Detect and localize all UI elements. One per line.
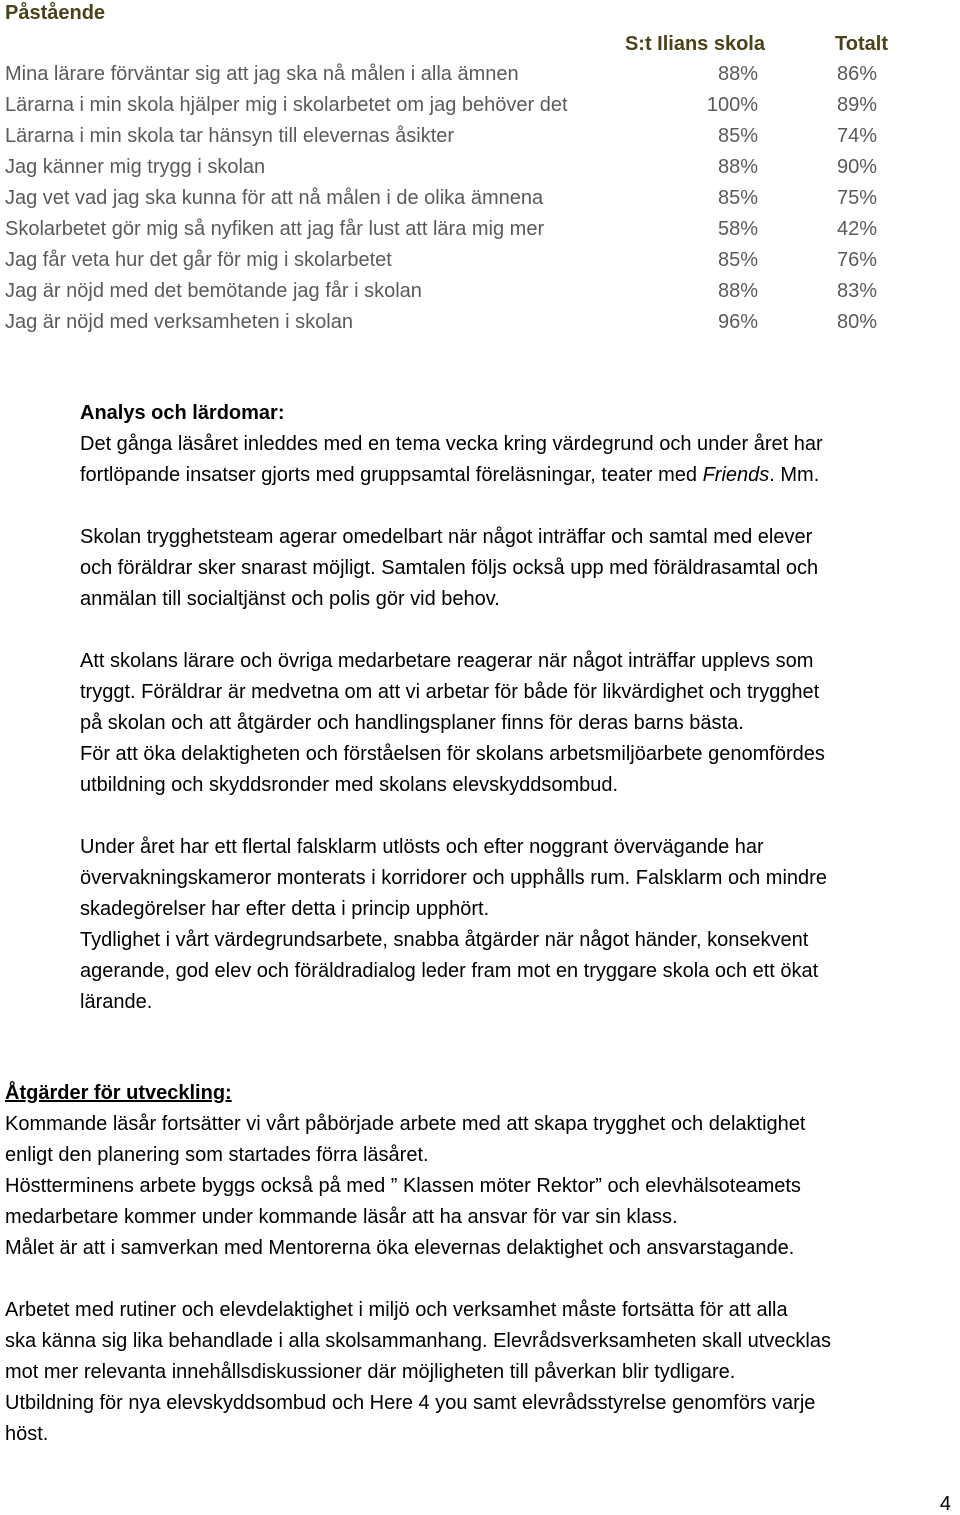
statement: Jag känner mig trygg i skolan bbox=[5, 156, 266, 178]
statement: Skolarbetet gör mig så nyfiken att jag får lust att lära mig mer bbox=[5, 218, 545, 240]
actions-text-line: medarbetare kommer under kommande läsår att ha ansvar för var sin klass. bbox=[5, 1206, 678, 1228]
actions-text-line: ska känna sig lika behandlade i alla skolsammanhang. Elevrådsverksamheten skall utvecklas bbox=[5, 1330, 831, 1352]
actions-text-line: enligt den planering som startades förra läsåret. bbox=[5, 1144, 429, 1166]
analysis-text-line: För att öka delaktigheten och förståelsen för skolans arbetsmiljöarbete genomfördes bbox=[80, 743, 825, 765]
table-row bbox=[5, 214, 960, 245]
school-value: 85% bbox=[717, 249, 758, 271]
analysis-heading: Analys och lärdomar: bbox=[80, 402, 285, 424]
actions-text-line: mot mer relevanta innehållsdiskussioner där möjligheten till påverkan blir tydligare. bbox=[5, 1361, 736, 1383]
column-header-total: Totalt bbox=[835, 33, 888, 55]
statement: Jag är nöjd med verksamheten i skolan bbox=[5, 311, 353, 333]
total-value: 83% bbox=[836, 280, 877, 302]
table-row bbox=[5, 152, 960, 183]
analysis-text-line: Under året har ett flertal falsklarm utlösts och efter noggrant övervägande har bbox=[80, 836, 764, 858]
table-row bbox=[5, 90, 960, 121]
total-value: 80% bbox=[836, 311, 877, 333]
total-value: 90% bbox=[836, 156, 877, 178]
total-value: 76% bbox=[836, 249, 877, 271]
analysis-section bbox=[80, 398, 827, 1018]
analysis-text-line: Skolan trygghetsteam agerar omedelbart när något inträffar och samtal med elever bbox=[80, 526, 813, 548]
analysis-text-line: Att skolans lärare och övriga medarbetare reagerar när något inträffar upplevs som bbox=[80, 650, 814, 672]
analysis-text-line: på skolan och att åtgärder och handlingsplaner finns för deras barns bästa. bbox=[80, 712, 744, 734]
actions-text-line: Kommande läsår fortsätter vi vårt påbörjade arbete med att skapa trygghet och delaktighet bbox=[5, 1113, 806, 1135]
statement: Lärarna i min skola hjälper mig i skolarbetet om jag behöver det bbox=[5, 94, 568, 116]
total-value: 75% bbox=[836, 187, 877, 209]
table-title: Påstående bbox=[5, 2, 106, 24]
statement: Jag får veta hur det går för mig i skolarbetet bbox=[5, 249, 392, 271]
table-row bbox=[5, 183, 960, 214]
table-row bbox=[5, 245, 960, 276]
analysis-text-line: Tydlighet i vårt värdegrundsarbete, snabba åtgärder när något händer, konsekvent bbox=[80, 929, 809, 951]
total-value: 86% bbox=[836, 63, 877, 85]
analysis-text-line: anmälan till socialtjänst och polis gör vid behov. bbox=[80, 588, 500, 610]
analysis-text-line: och föräldrar sker snarast möjligt. Samtalen följs också upp med föräldrasamtal och bbox=[80, 557, 819, 579]
total-value: 42% bbox=[836, 218, 877, 240]
statement: Jag vet vad jag ska kunna för att nå målen i de olika ämnena bbox=[5, 187, 544, 209]
actions-text-line: Målet är att i samverkan med Mentorerna öka elevernas delaktighet och ansvarstagande. bbox=[5, 1237, 795, 1259]
table-row bbox=[5, 276, 960, 307]
total-value: 89% bbox=[836, 94, 877, 116]
analysis-text-line: utbildning och skyddsronder med skolans elevskyddsombud. bbox=[80, 774, 619, 796]
friends-emphasis: Friends bbox=[702, 464, 770, 486]
total-value: 74% bbox=[836, 125, 877, 147]
analysis-text-line: Det gånga läsåret inleddes med en tema vecka kring värdegrund och under året har bbox=[80, 433, 823, 455]
page-number: 4 bbox=[939, 1493, 951, 1515]
analysis-text-line: fortlöpande insatser gjorts med gruppsamtal föreläsningar, teater med Friends. Mm. bbox=[80, 464, 820, 486]
school-value: 58% bbox=[717, 218, 758, 240]
actions-text-line: höst. bbox=[5, 1423, 49, 1445]
school-value: 88% bbox=[717, 156, 758, 178]
school-value: 88% bbox=[717, 63, 758, 85]
actions-text-line: Utbildning för nya elevskyddsombud och Here 4 you samt elevrådsstyrelse genomförs varje bbox=[5, 1392, 816, 1414]
statement: Jag är nöjd med det bemötande jag får i skolan bbox=[5, 280, 422, 302]
school-value: 100% bbox=[706, 94, 758, 116]
analysis-text-line: tryggt. Föräldrar är medvetna om att vi arbetar för både för likvärdighet och trygghet bbox=[80, 681, 820, 703]
school-value: 85% bbox=[717, 125, 758, 147]
table-row bbox=[5, 307, 960, 338]
school-value: 85% bbox=[717, 187, 758, 209]
school-value: 96% bbox=[717, 311, 758, 333]
school-value: 88% bbox=[717, 280, 758, 302]
analysis-text-line: lärande. bbox=[80, 991, 153, 1013]
actions-text-line: Arbetet med rutiner och elevdelaktighet i miljö och verksamhet måste fortsätta för att alla bbox=[5, 1299, 788, 1321]
analysis-text-line: övervakningskameror monterats i korridorer och upphålls rum. Falsklarm och mindre bbox=[80, 867, 827, 889]
analysis-text-line: skadegörelser har efter detta i princip upphört. bbox=[80, 898, 490, 920]
statement: Lärarna i min skola tar hänsyn till elevernas åsikter bbox=[5, 125, 455, 147]
statement: Mina lärare förväntar sig att jag ska nå målen i alla ämnen bbox=[5, 63, 519, 85]
actions-text-line: Höstterminens arbete byggs också på med ” Klassen möter Rektor” och elevhälsoteamets bbox=[5, 1175, 801, 1197]
column-header-school: S:t Ilians skola bbox=[624, 33, 765, 55]
actions-section bbox=[5, 1078, 831, 1450]
table-row bbox=[5, 59, 960, 90]
table-body bbox=[5, 59, 960, 338]
table-row bbox=[5, 121, 960, 152]
actions-heading: Åtgärder för utveckling: bbox=[5, 1082, 232, 1104]
analysis-text-line: agerande, god elev och föräldradialog leder fram mot en tryggare skola och ett ökat bbox=[80, 960, 819, 982]
